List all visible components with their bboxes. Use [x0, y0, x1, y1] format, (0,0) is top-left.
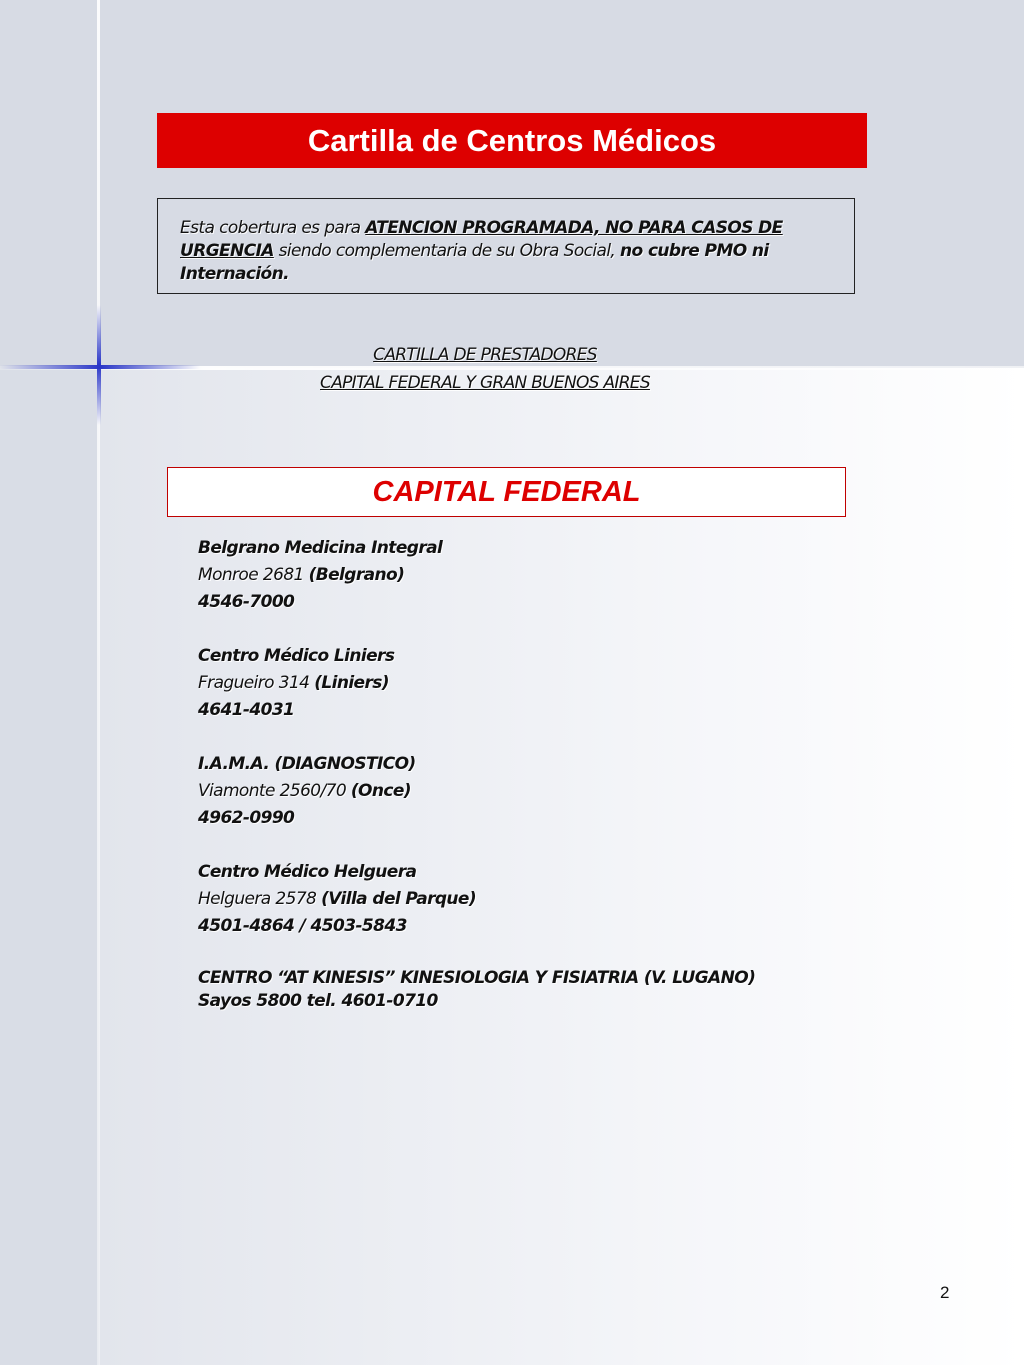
notice-text-1: Esta cobertura es para [180, 218, 366, 238]
provider-street: Fragueiro 314 [198, 673, 315, 693]
provider-street: Helguera 2578 [198, 889, 322, 909]
coverage-notice [157, 198, 855, 294]
provider-street: Monroe 2681 [198, 565, 309, 585]
list-item [198, 859, 958, 940]
provider-address [198, 778, 958, 805]
header-band [0, 0, 1024, 368]
provider-area: (Once) [350, 781, 411, 801]
page-title: Cartilla de Centros Médicos [157, 113, 867, 168]
notice-text-3: siendo complementaria de su Obra Social, [273, 241, 621, 261]
provider-address-phone: Sayos 5800 tel. 4601-0710 [198, 991, 438, 1011]
page-number: 2 [940, 1283, 950, 1302]
provider-name: Belgrano Medicina Integral [198, 538, 443, 558]
notice-text-2: ATENCION PROGRAMADA, NO PARA CASOS DE URGENCIA [180, 218, 783, 261]
list-item [198, 643, 958, 724]
provider-address [198, 562, 958, 589]
provider-area: (Belgrano) [308, 565, 405, 585]
provider-list [198, 535, 958, 1013]
provider-address [198, 670, 958, 697]
section-title: CAPITAL FEDERAL [167, 467, 846, 517]
list-item [198, 535, 958, 616]
provider-phone: 4962-0990 [198, 808, 295, 828]
sparkle-icon-horizontal [0, 365, 200, 369]
provider-name: CENTRO “AT KINESIS” KINESIOLOGIA Y FISIATRIA (V. LUGANO) [198, 968, 756, 988]
notice-text-4: no cubre PMO ni Internación. [180, 241, 769, 284]
provider-phone: 4501-4864 / 4503-5843 [198, 916, 407, 936]
vertical-guide-line [97, 0, 100, 1365]
list-item-kinesis [198, 967, 958, 1013]
provider-phone: 4546-7000 [198, 592, 295, 612]
provider-name: Centro Médico Helguera [198, 862, 417, 882]
list-item [198, 751, 958, 832]
subheading-line-2: CAPITAL FEDERAL Y GRAN BUENOS AIRES [320, 373, 650, 393]
provider-name: I.A.M.A. (DIAGNOSTICO) [198, 754, 416, 774]
provider-area: (Villa del Parque) [321, 889, 477, 909]
provider-address [198, 886, 958, 913]
provider-name: Centro Médico Liniers [198, 646, 395, 666]
provider-street: Viamonte 2560/70 [198, 781, 351, 801]
provider-area: (Liniers) [314, 673, 389, 693]
subheading-line-1: CARTILLA DE PRESTADORES [373, 345, 597, 365]
provider-phone: 4641-4031 [198, 700, 295, 720]
